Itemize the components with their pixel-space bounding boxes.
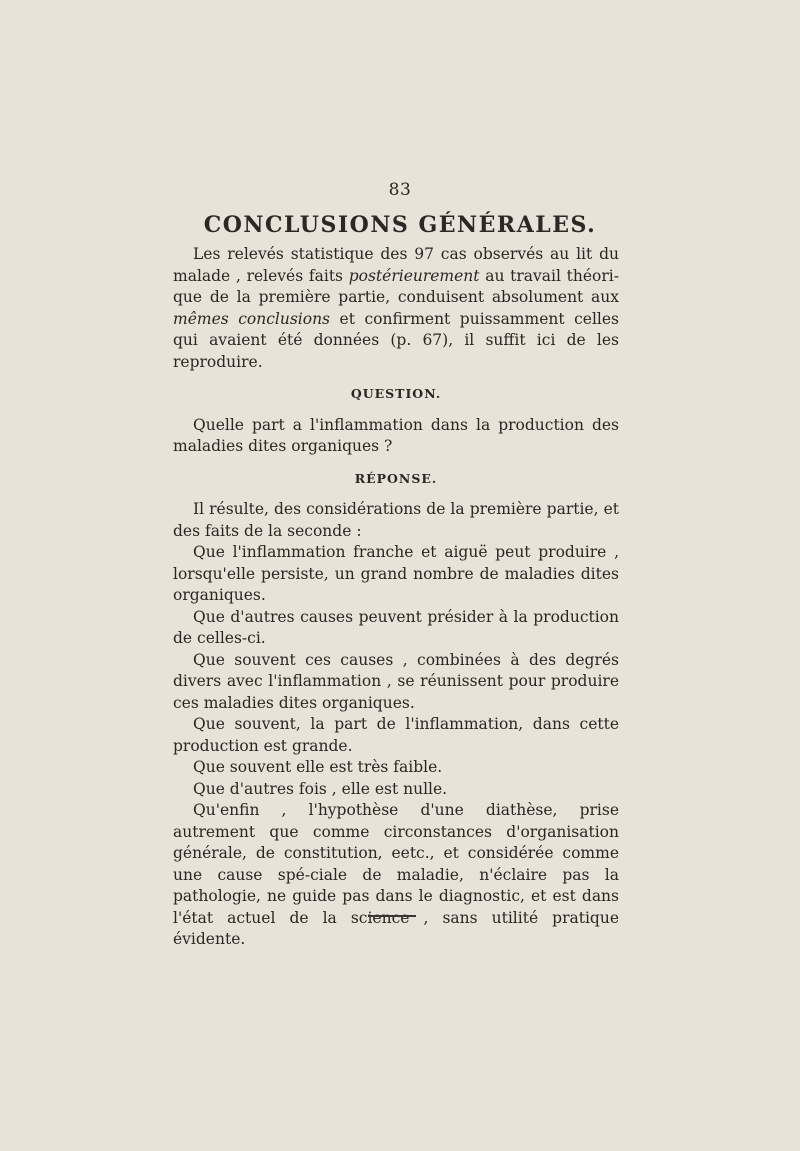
answer-paragraph: Que souvent, la part de l'inflammation, dans cette production est grande. [173, 715, 619, 755]
intro-text-2: au travail théori-que de la première partie, conduisent absolument aux [173, 266, 619, 306]
intro-text-3: et confirment puissamment celles qui avaient été données (p. 67), il suffit ici de les reproduire. [173, 309, 619, 371]
answer-paragraph: Que l'inflammation franche et aiguë peut produire , lorsqu'elle persiste, un grand nombre de maladies dites organiques. [173, 543, 619, 604]
intro-paragraph [173, 244, 619, 373]
answer-paragraph: Que souvent ces causes , combinées à des degrés divers avec l'inflammation , se réunissent pour produire ces maladies dites organiques. [173, 650, 619, 712]
answer-paragraph: Que d'autres causes peuvent présider à la production de celles-ci. [173, 607, 619, 647]
intro-emphasis-1: postérieurement [348, 266, 480, 285]
question-paragraph: Quelle part a l'inflammation dans la production des maladies dites organiques ? [173, 415, 619, 455]
intro-emphasis-2: mêmes conclusions [173, 309, 331, 328]
answer-heading: RÉPONSE. [354, 470, 438, 486]
question-heading: QUESTION. [350, 386, 442, 401]
answer-paragraph: Il résulte, des considérations de la première partie, et des faits de la seconde : [173, 500, 619, 540]
answer-paragraph: Que souvent elle est très faible. [193, 758, 443, 776]
page-number: 83 [388, 180, 412, 200]
answer-paragraph: Qu'enfin , l'hypothèse d'une diathèse, prise autrement que comme circonstances d'organisation générale, de constitution, eetc., et considérée comme une cause spé-ciale de maladie, n'éclaire pas la pathologie, ne guide pas dans le diagnostic, et est dans l'état actuel de la science , sans utilité pratique évidente. [173, 801, 619, 948]
closing-rule [368, 915, 416, 917]
intro-text-1: Les relevés statistique des 97 cas observés au lit du malade , relevés faits [173, 245, 619, 285]
answer-paragraph: Que d'autres fois , elle est nulle. [193, 779, 448, 798]
page-title: CONCLUSIONS GÉNÉRALES. [203, 212, 597, 238]
body-text [173, 244, 619, 951]
